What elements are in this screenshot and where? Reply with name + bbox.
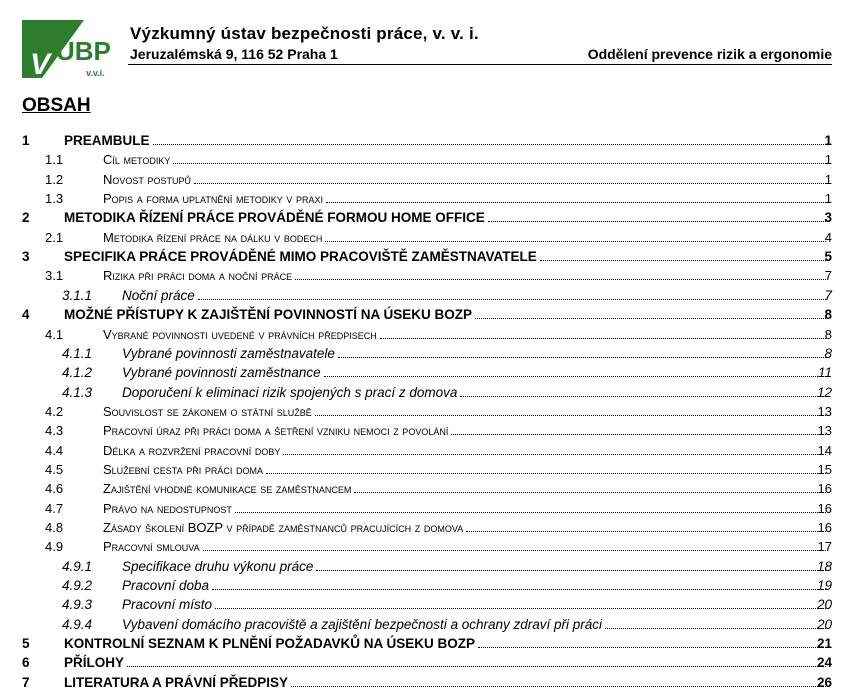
toc-leader-dots xyxy=(475,307,826,319)
toc-leader-dots xyxy=(215,597,826,609)
toc-entry-page: 24 xyxy=(816,655,832,671)
toc-entry-label: PREAMBULE xyxy=(64,133,150,148)
toc-entry-number: 2 xyxy=(22,210,30,226)
toc-leader-dots xyxy=(326,191,826,203)
toc-entry-number: 3 xyxy=(22,249,30,265)
toc-entry-page: 17 xyxy=(817,539,832,555)
toc-entry-number: 5 xyxy=(22,636,30,652)
toc-entry-number: 3.1 xyxy=(45,268,64,284)
toc-entry-page: 16 xyxy=(817,481,832,497)
toc-entry[interactable] xyxy=(0,230,858,249)
toc-entry-label: Novost postupů xyxy=(103,171,192,187)
toc-entry-number: 4.3 xyxy=(45,423,64,439)
toc-title: OBSAH xyxy=(22,95,91,116)
toc-leader-dots xyxy=(540,249,826,261)
toc-entry-label: Vybrané povinnosti zaměstnance xyxy=(122,365,321,381)
toc-entry-number: 2.1 xyxy=(45,229,64,245)
toc-entry[interactable] xyxy=(0,617,858,636)
toc-entry-number: 4.9.4 xyxy=(62,616,93,632)
toc-entry-page: 1 xyxy=(824,133,832,148)
toc-leader-dots xyxy=(325,230,826,242)
toc-leader-dots xyxy=(315,404,826,416)
toc-leader-dots xyxy=(460,385,826,397)
toc-entry[interactable] xyxy=(0,636,858,655)
toc-entry-page: 26 xyxy=(816,674,832,690)
toc-entry[interactable] xyxy=(0,597,858,616)
toc-entry-label: LITERATURA A PRÁVNÍ PŘEDPISY xyxy=(64,674,289,690)
toc-entry-label: Vybavení domácího pracoviště a zajištění bezpečnosti a ochrany zdraví při práci xyxy=(122,616,603,632)
toc-entry-page: 20 xyxy=(816,616,832,632)
toc-leader-dots xyxy=(266,462,826,474)
toc-entry[interactable] xyxy=(0,578,858,597)
toc-entry-number: 4.8 xyxy=(45,520,64,535)
toc-entry-label: Pracovní místo xyxy=(122,597,213,613)
toc-leader-dots xyxy=(153,133,826,145)
toc-leader-dots xyxy=(478,636,826,648)
toc-entry-number: 4.4 xyxy=(45,442,64,458)
toc-entry[interactable] xyxy=(0,346,858,365)
toc-entry-label: Specifikace druhu výkonu práce xyxy=(122,558,314,574)
toc-entry-page: 4 xyxy=(824,229,832,245)
toc-entry[interactable] xyxy=(0,268,858,287)
toc-entry-label: Zajištění vhodné komunikace se zaměstnancem xyxy=(103,481,352,497)
toc-entry-label: Pracovní smlouva xyxy=(103,539,200,555)
toc-entry-label: MOŽNÉ PŘÍSTUPY K ZAJIŠTĚNÍ POVINNOSTÍ NA ÚSEKU BOZP xyxy=(64,307,473,323)
toc-leader-dots xyxy=(324,365,826,377)
toc-entry-label: Pracovní doba xyxy=(122,578,210,594)
toc-entry-page: 19 xyxy=(816,578,832,594)
toc-leader-dots xyxy=(338,346,826,358)
toc-leader-dots xyxy=(488,210,826,222)
svg-text:ÚBP: ÚBP xyxy=(56,36,111,66)
vubp-logo xyxy=(22,18,122,80)
toc-entry-page: 14 xyxy=(817,442,832,458)
toc-entry[interactable] xyxy=(0,539,858,558)
toc-entry-label: Popis a forma uplatnění metodiky v praxi xyxy=(103,191,324,207)
toc-entry-page: 18 xyxy=(816,558,832,574)
toc-entry[interactable] xyxy=(0,210,858,229)
toc-entry-label: KONTROLNÍ SEZNAM K PLNĚNÍ POŽADAVKŮ NA ÚSEKU BOZP xyxy=(64,636,476,652)
toc-entry-page: 21 xyxy=(816,636,832,652)
toc-entry-page: 20 xyxy=(816,597,832,613)
toc-entry-number: 6 xyxy=(22,655,30,671)
toc-leader-dots xyxy=(316,559,826,571)
toc-leader-dots xyxy=(194,172,826,184)
toc-entry-label: Služební cesta při práci doma xyxy=(103,461,263,477)
toc-leader-dots xyxy=(173,152,826,164)
toc-entry-label: Pracovní úraz při práci doma a šetření vzniku nemoci z povolání xyxy=(103,423,449,439)
toc-entry-number: 4.9.3 xyxy=(62,597,93,613)
toc-entry-number: 4 xyxy=(22,307,30,323)
toc-entry[interactable] xyxy=(0,481,858,500)
toc-entry-page: 5 xyxy=(824,249,832,265)
toc-entry-number: 4.7 xyxy=(45,500,64,516)
toc-entry-number: 7 xyxy=(22,674,30,690)
toc-leader-dots xyxy=(198,288,826,300)
toc-entry-page: 11 xyxy=(817,365,832,381)
toc-entry-label: Cíl metodiky xyxy=(103,152,171,168)
toc-entry-page: 8 xyxy=(824,345,832,361)
toc-leader-dots xyxy=(203,539,826,551)
toc-entry-number: 4.1.2 xyxy=(62,365,93,381)
svg-text:V: V xyxy=(30,48,51,80)
toc-entry-page: 3 xyxy=(824,210,832,226)
toc-entry-label: Metodika řízení práce na dálku v bodech xyxy=(103,229,323,245)
toc-leader-dots xyxy=(451,423,826,435)
toc-entry-label: Doporučení k eliminaci rizik spojených s prací z domova xyxy=(122,384,458,400)
toc-entry-number: 4.5 xyxy=(45,461,64,477)
toc-entry[interactable] xyxy=(0,152,858,171)
toc-entry-number: 4.9 xyxy=(45,539,64,555)
toc-entry-page: 16 xyxy=(817,520,832,535)
toc-entry-label: Právo na nedostupnost xyxy=(103,500,232,516)
toc-entry-label: Zásady školení BOZP v případě zaměstnanců pracujících z domova xyxy=(103,520,464,535)
toc-entry-page: 13 xyxy=(817,423,832,439)
toc-entry-label: PŘÍLOHY xyxy=(64,655,125,671)
toc-entry[interactable] xyxy=(0,327,858,346)
toc-entry[interactable] xyxy=(0,172,858,191)
toc-entry-number: 4.9.2 xyxy=(62,578,93,594)
toc-entry-page: 1 xyxy=(824,191,832,207)
toc-entry[interactable] xyxy=(0,365,858,384)
organization-name: Výzkumný ústav bezpečnosti práce, v. v. i. xyxy=(130,24,479,43)
toc-entry[interactable] xyxy=(0,559,858,578)
toc-leader-dots xyxy=(605,617,826,629)
toc-entry[interactable] xyxy=(0,655,858,674)
toc-entry[interactable] xyxy=(0,288,858,307)
toc-entry-label: Noční práce xyxy=(122,287,195,303)
toc-entry[interactable] xyxy=(0,443,858,462)
toc-leader-dots xyxy=(380,327,826,339)
toc-entry-number: 4.1.1 xyxy=(62,345,93,361)
toc-entry[interactable] xyxy=(0,307,858,326)
toc-entry-page: 7 xyxy=(824,268,832,284)
toc-entry[interactable] xyxy=(0,520,858,539)
toc-entry-number: 1.1 xyxy=(45,152,64,168)
toc-entry-page: 7 xyxy=(824,287,832,303)
toc-leader-dots xyxy=(291,675,826,687)
toc-entry[interactable] xyxy=(0,191,858,210)
toc-leader-dots xyxy=(295,268,826,280)
toc-entry[interactable] xyxy=(0,404,858,423)
toc-entry-label: Vybrané povinnosti uvedené v právních předpisech xyxy=(103,326,377,342)
toc-entry-label: Vybrané povinnosti zaměstnavatele xyxy=(122,345,335,361)
toc-entry[interactable] xyxy=(0,501,858,520)
logo-subtext: v.v.i. xyxy=(86,68,105,78)
toc-entry-number: 4.2 xyxy=(45,403,64,419)
toc-entry[interactable] xyxy=(0,675,858,694)
toc-entry-number: 1 xyxy=(22,133,30,148)
toc-entry-number: 4.1 xyxy=(45,326,64,342)
toc-entry[interactable] xyxy=(0,249,858,268)
organization-address: Jeruzalémská 9, 116 52 Praha 1 xyxy=(130,46,338,62)
toc-entry-page: 15 xyxy=(817,461,832,477)
toc-entry-page: 16 xyxy=(817,500,832,516)
toc-entry-label: Délka a rozvržení pracovní doby xyxy=(103,442,281,458)
toc-entry-label: SPECIFIKA PRÁCE PROVÁDĚNÉ MIMO PRACOVIŠTĚ ZAMĚSTNAVATELE xyxy=(64,249,537,265)
toc-leader-dots xyxy=(466,520,826,532)
toc-leader-dots xyxy=(283,443,826,455)
toc-entry-number: 3.1.1 xyxy=(62,287,93,303)
toc-entry-label: Souvislost se zákonem o státní službě xyxy=(103,403,312,419)
toc-entry-label: METODIKA ŘÍZENÍ PRÁCE PROVÁDĚNÉ FORMOU HOME OFFICE xyxy=(64,210,485,226)
department-name: Oddělení prevence rizik a ergonomie xyxy=(587,46,832,62)
toc-entry-number: 1.3 xyxy=(45,191,64,207)
toc-entry-page: 8 xyxy=(824,307,832,323)
toc-entry-page: 12 xyxy=(816,384,832,400)
toc-entry-label: Rizika při práci doma a noční práce xyxy=(103,268,293,284)
toc-entry-number: 1.2 xyxy=(45,171,64,187)
toc-leader-dots xyxy=(235,501,826,513)
toc-entry[interactable] xyxy=(0,423,858,442)
toc-leader-dots xyxy=(354,481,826,493)
toc-entry-number: 4.9.1 xyxy=(62,558,93,574)
toc-entry-page: 13 xyxy=(817,403,832,419)
toc-leader-dots xyxy=(127,655,826,667)
toc-entry-number: 4.1.3 xyxy=(62,384,93,400)
toc-entry-number: 4.6 xyxy=(45,481,64,497)
toc-entry-page: 8 xyxy=(824,326,832,342)
toc-entry[interactable] xyxy=(0,462,858,481)
toc-entry-page: 1 xyxy=(824,152,832,168)
toc-entry[interactable] xyxy=(0,385,858,404)
toc-entry-page: 1 xyxy=(824,171,832,187)
document-header xyxy=(22,18,832,80)
header-rule xyxy=(128,64,832,65)
toc-entry[interactable] xyxy=(0,133,858,152)
toc-leader-dots xyxy=(212,578,826,590)
